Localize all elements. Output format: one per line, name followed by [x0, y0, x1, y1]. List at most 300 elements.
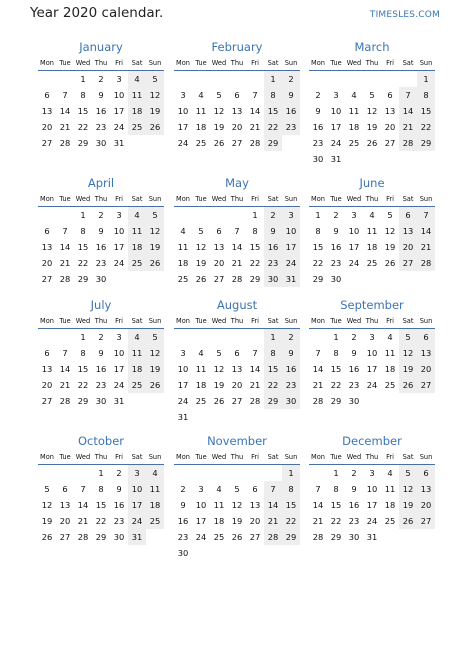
- month-name: October: [77, 434, 125, 448]
- day-grid: [174, 329, 300, 425]
- weekday-label: Sun: [148, 195, 162, 203]
- day: 24: [330, 138, 342, 148]
- day: 20: [231, 380, 243, 390]
- weekend-day: 4: [128, 329, 146, 345]
- weekend-day: 25: [128, 119, 146, 135]
- month-name: August: [216, 298, 258, 312]
- day: 28: [59, 138, 71, 148]
- weekend-day: 19: [146, 103, 164, 119]
- day: 14: [59, 364, 71, 374]
- day: 16: [312, 122, 324, 132]
- weekend-day: 26: [399, 513, 417, 529]
- weekend-day: 25: [128, 255, 146, 271]
- day: 13: [249, 500, 261, 510]
- weekday-label: Tue: [59, 453, 71, 461]
- day: 10: [195, 500, 207, 510]
- day: 22: [95, 516, 107, 526]
- day: 12: [231, 500, 243, 510]
- day: 29: [330, 532, 342, 542]
- day: 31: [366, 532, 378, 542]
- day: 1: [98, 468, 104, 478]
- day: 22: [330, 516, 342, 526]
- weekday-label: Tue: [59, 195, 71, 203]
- day: 24: [177, 138, 189, 148]
- day: 10: [366, 484, 378, 494]
- day: 5: [387, 210, 393, 220]
- weekday-label: Wed: [211, 453, 227, 461]
- weekday-label: Sun: [419, 59, 433, 67]
- weekday-label: Fri: [251, 59, 259, 67]
- day: 2: [116, 468, 122, 478]
- weekend-day: 11: [128, 345, 146, 361]
- weekday-label: Wed: [346, 195, 362, 203]
- empty-cell: [309, 465, 327, 481]
- weekend-day: 31: [128, 529, 146, 545]
- day: 4: [180, 226, 186, 236]
- weekday-label: Fri: [386, 59, 394, 67]
- day: 24: [366, 516, 378, 526]
- empty-cell: [56, 207, 74, 223]
- weekday-label: Sun: [284, 195, 298, 203]
- day: 7: [62, 348, 68, 358]
- day: 26: [231, 532, 243, 542]
- weekend-day: 11: [128, 87, 146, 103]
- day: 1: [80, 74, 86, 84]
- day: 23: [312, 138, 324, 148]
- weekend-day: 26: [146, 119, 164, 135]
- day: 23: [95, 258, 107, 268]
- day: 15: [77, 106, 89, 116]
- weekend-day: 7: [264, 481, 282, 497]
- weekday-label: Wed: [75, 195, 91, 203]
- day: 9: [98, 348, 104, 358]
- day: 21: [59, 122, 71, 132]
- day: 8: [80, 90, 86, 100]
- day: 4: [387, 468, 393, 478]
- day: 22: [77, 258, 89, 268]
- month-july: [38, 297, 164, 409]
- day: 17: [348, 242, 360, 252]
- weekday-label: Sun: [148, 317, 162, 325]
- empty-cell: [309, 71, 327, 87]
- day: 25: [195, 396, 207, 406]
- weekend-day: 2: [282, 329, 300, 345]
- day: 11: [213, 500, 225, 510]
- day: 8: [315, 226, 321, 236]
- weekend-day: 1: [282, 465, 300, 481]
- weekend-day: 12: [146, 223, 164, 239]
- day: 10: [330, 106, 342, 116]
- weekend-day: 16: [264, 239, 282, 255]
- day: 5: [216, 348, 222, 358]
- empty-cell: [228, 329, 246, 345]
- weekday-label: Wed: [75, 317, 91, 325]
- day: 24: [113, 122, 125, 132]
- day: 30: [95, 396, 107, 406]
- weekend-day: 10: [282, 223, 300, 239]
- day: 28: [312, 396, 324, 406]
- weekend-day: 4: [128, 207, 146, 223]
- day: 20: [59, 516, 71, 526]
- day: 8: [333, 348, 339, 358]
- empty-cell: [74, 465, 92, 481]
- weekday-header: [309, 315, 435, 329]
- weekend-day: 9: [282, 345, 300, 361]
- weekend-day: 6: [399, 207, 417, 223]
- weekend-day: 16: [282, 361, 300, 377]
- day: 7: [234, 226, 240, 236]
- empty-cell: [399, 71, 417, 87]
- day: 29: [95, 532, 107, 542]
- day: 9: [351, 484, 357, 494]
- day: 29: [77, 396, 89, 406]
- day: 20: [384, 122, 396, 132]
- day: 31: [113, 396, 125, 406]
- weekday-header: [174, 451, 300, 465]
- day: 19: [195, 258, 207, 268]
- day-grid: [309, 465, 435, 545]
- weekday-header: [309, 451, 435, 465]
- day: 17: [366, 500, 378, 510]
- empty-cell: [192, 329, 210, 345]
- day: 31: [330, 154, 342, 164]
- day: 27: [41, 274, 53, 284]
- day: 27: [213, 274, 225, 284]
- day: 20: [231, 122, 243, 132]
- day: 27: [384, 138, 396, 148]
- day: 2: [315, 90, 321, 100]
- weekday-label: Thu: [94, 195, 108, 203]
- day: 30: [348, 396, 360, 406]
- weekend-day: 17: [128, 497, 146, 513]
- weekday-label: Mon: [176, 317, 190, 325]
- day: 11: [177, 242, 189, 252]
- weekday-label: Mon: [176, 195, 190, 203]
- day: 22: [312, 258, 324, 268]
- day: 8: [333, 484, 339, 494]
- month-october: [38, 433, 164, 545]
- day: 16: [348, 364, 360, 374]
- weekday-label: Mon: [176, 59, 190, 67]
- weekday-label: Wed: [346, 317, 362, 325]
- day: 25: [213, 532, 225, 542]
- weekday-label: Tue: [330, 453, 342, 461]
- day: 18: [177, 258, 189, 268]
- day: 29: [249, 274, 261, 284]
- day: 18: [195, 122, 207, 132]
- empty-cell: [210, 329, 228, 345]
- day: 23: [330, 258, 342, 268]
- day: 2: [98, 74, 104, 84]
- weekend-day: 29: [264, 393, 282, 409]
- weekday-label: Fri: [386, 195, 394, 203]
- weekday-label: Thu: [230, 59, 244, 67]
- day: 24: [113, 258, 125, 268]
- day: 20: [249, 516, 261, 526]
- day: 17: [177, 380, 189, 390]
- day: 30: [95, 274, 107, 284]
- day: 5: [234, 484, 240, 494]
- day: 7: [315, 484, 321, 494]
- day: 1: [80, 210, 86, 220]
- day: 3: [180, 90, 186, 100]
- day-grid: [174, 207, 300, 287]
- weekend-day: 21: [399, 119, 417, 135]
- day: 19: [384, 242, 396, 252]
- weekend-day: 13: [417, 345, 435, 361]
- day-grid: [309, 71, 435, 167]
- weekend-day: 30: [264, 271, 282, 287]
- month-name: November: [207, 434, 267, 448]
- day: 16: [113, 500, 125, 510]
- day: 13: [59, 500, 71, 510]
- weekend-day: 15: [417, 103, 435, 119]
- day: 24: [366, 380, 378, 390]
- day: 27: [41, 138, 53, 148]
- day: 29: [312, 274, 324, 284]
- weekend-day: 5: [399, 329, 417, 345]
- day: 21: [231, 258, 243, 268]
- day: 9: [315, 106, 321, 116]
- day: 8: [98, 484, 104, 494]
- weekend-day: 26: [146, 377, 164, 393]
- weekday-label: Fri: [251, 453, 259, 461]
- weekend-day: 23: [282, 119, 300, 135]
- day: 26: [366, 138, 378, 148]
- day: 21: [312, 380, 324, 390]
- day-grid: [38, 71, 164, 151]
- weekend-day: 24: [128, 513, 146, 529]
- weekday-label: Mon: [311, 195, 325, 203]
- month-name: April: [87, 176, 115, 190]
- day: 11: [366, 226, 378, 236]
- weekday-label: Thu: [365, 195, 379, 203]
- day: 7: [252, 90, 258, 100]
- weekend-day: 27: [417, 513, 435, 529]
- weekday-label: Thu: [94, 59, 108, 67]
- day-grid: [38, 465, 164, 545]
- weekend-day: 4: [146, 465, 164, 481]
- day: 13: [41, 242, 53, 252]
- day: 15: [330, 500, 342, 510]
- day: 23: [95, 122, 107, 132]
- weekday-label: Tue: [195, 453, 207, 461]
- day: 14: [312, 500, 324, 510]
- weekday-label: Sat: [267, 195, 279, 203]
- month-january: [38, 39, 164, 151]
- weekend-day: 1: [264, 71, 282, 87]
- weekend-day: 3: [282, 207, 300, 223]
- day: 16: [95, 242, 107, 252]
- day: 5: [369, 90, 375, 100]
- day: 13: [231, 106, 243, 116]
- empty-cell: [363, 71, 381, 87]
- day: 19: [213, 380, 225, 390]
- weekend-day: 11: [128, 223, 146, 239]
- empty-cell: [174, 71, 192, 87]
- day: 14: [312, 364, 324, 374]
- weekend-day: 19: [146, 361, 164, 377]
- day-grid: [174, 71, 300, 151]
- day: 7: [315, 348, 321, 358]
- weekday-label: Tue: [195, 195, 207, 203]
- weekday-label: Thu: [94, 453, 108, 461]
- weekday-label: Sun: [284, 317, 298, 325]
- month-june: [309, 175, 435, 287]
- day: 2: [351, 332, 357, 342]
- day: 11: [195, 364, 207, 374]
- day: 20: [41, 122, 53, 132]
- weekend-day: 14: [399, 103, 417, 119]
- weekend-day: 14: [417, 223, 435, 239]
- weekend-day: 18: [128, 103, 146, 119]
- day: 29: [77, 274, 89, 284]
- day: 3: [180, 348, 186, 358]
- day: 30: [95, 138, 107, 148]
- day: 19: [231, 516, 243, 526]
- day-grid: [38, 329, 164, 409]
- day: 28: [312, 532, 324, 542]
- weekend-day: 20: [417, 497, 435, 513]
- weekday-label: Sat: [131, 453, 143, 461]
- day: 2: [351, 468, 357, 478]
- weekday-label: Tue: [330, 317, 342, 325]
- weekend-day: 15: [282, 497, 300, 513]
- day: 2: [98, 210, 104, 220]
- day: 14: [59, 242, 71, 252]
- day: 5: [198, 226, 204, 236]
- weekday-label: Fri: [115, 317, 123, 325]
- weekday-label: Sat: [131, 317, 143, 325]
- day: 1: [315, 210, 321, 220]
- weekday-label: Fri: [251, 317, 259, 325]
- day: 22: [249, 258, 261, 268]
- day: 5: [216, 90, 222, 100]
- day: 19: [366, 122, 378, 132]
- weekend-day: 4: [128, 71, 146, 87]
- weekday-label: Mon: [311, 453, 325, 461]
- day: 17: [195, 516, 207, 526]
- weekday-label: Thu: [365, 317, 379, 325]
- month-name: February: [211, 40, 263, 54]
- month-name: May: [225, 176, 249, 190]
- day: 12: [213, 106, 225, 116]
- day: 6: [44, 348, 50, 358]
- day: 29: [330, 396, 342, 406]
- day: 22: [77, 380, 89, 390]
- day: 23: [113, 516, 125, 526]
- weekend-day: 12: [146, 87, 164, 103]
- day: 10: [113, 226, 125, 236]
- weekday-label: Mon: [311, 317, 325, 325]
- weekend-day: 12: [399, 481, 417, 497]
- weekday-label: Sat: [267, 453, 279, 461]
- month-march: [309, 39, 435, 167]
- day: 15: [312, 242, 324, 252]
- weekend-day: 9: [282, 87, 300, 103]
- empty-cell: [38, 465, 56, 481]
- weekday-header: [309, 193, 435, 207]
- day: 20: [41, 258, 53, 268]
- day: 21: [312, 516, 324, 526]
- day: 21: [59, 380, 71, 390]
- day: 22: [330, 380, 342, 390]
- day: 4: [351, 90, 357, 100]
- day: 11: [384, 484, 396, 494]
- day: 6: [387, 90, 393, 100]
- weekend-day: 5: [146, 329, 164, 345]
- day: 4: [198, 348, 204, 358]
- weekday-label: Thu: [365, 59, 379, 67]
- weekend-day: 12: [399, 345, 417, 361]
- weekday-label: Sat: [267, 59, 279, 67]
- day: 23: [348, 516, 360, 526]
- weekend-day: 2: [264, 207, 282, 223]
- month-name: September: [340, 298, 404, 312]
- day: 3: [333, 90, 339, 100]
- day: 26: [213, 138, 225, 148]
- day: 7: [80, 484, 86, 494]
- weekend-day: 23: [264, 255, 282, 271]
- day: 22: [77, 122, 89, 132]
- day: 3: [369, 332, 375, 342]
- weekday-label: Fri: [251, 195, 259, 203]
- day: 21: [249, 380, 261, 390]
- day: 10: [366, 348, 378, 358]
- weekend-day: 28: [399, 135, 417, 151]
- day: 4: [369, 210, 375, 220]
- empty-cell: [174, 207, 192, 223]
- empty-cell: [56, 329, 74, 345]
- weekend-day: 29: [264, 135, 282, 151]
- empty-cell: [38, 71, 56, 87]
- empty-cell: [192, 71, 210, 87]
- day: 6: [216, 226, 222, 236]
- empty-cell: [228, 465, 246, 481]
- day: 16: [348, 500, 360, 510]
- day: 13: [41, 106, 53, 116]
- day: 6: [44, 226, 50, 236]
- day: 14: [249, 364, 261, 374]
- weekday-header: [38, 315, 164, 329]
- weekday-label: Sat: [267, 317, 279, 325]
- month-august: [174, 297, 300, 425]
- day: 13: [41, 364, 53, 374]
- day: 28: [77, 532, 89, 542]
- weekend-day: 2: [282, 71, 300, 87]
- weekday-label: Fri: [115, 59, 123, 67]
- day: 24: [177, 396, 189, 406]
- day: 17: [113, 106, 125, 116]
- weekend-day: 5: [146, 71, 164, 87]
- day: 1: [333, 468, 339, 478]
- empty-cell: [309, 329, 327, 345]
- day: 17: [113, 242, 125, 252]
- day: 28: [59, 274, 71, 284]
- day: 12: [195, 242, 207, 252]
- day: 15: [330, 364, 342, 374]
- site-link[interactable]: TIMESLES.COM: [369, 10, 440, 20]
- empty-cell: [246, 465, 264, 481]
- weekday-label: Sun: [148, 59, 162, 67]
- weekday-label: Tue: [330, 195, 342, 203]
- day: 27: [249, 532, 261, 542]
- weekday-label: Tue: [330, 59, 342, 67]
- weekend-day: 18: [128, 239, 146, 255]
- day: 25: [195, 138, 207, 148]
- weekend-day: 12: [146, 345, 164, 361]
- empty-cell: [246, 329, 264, 345]
